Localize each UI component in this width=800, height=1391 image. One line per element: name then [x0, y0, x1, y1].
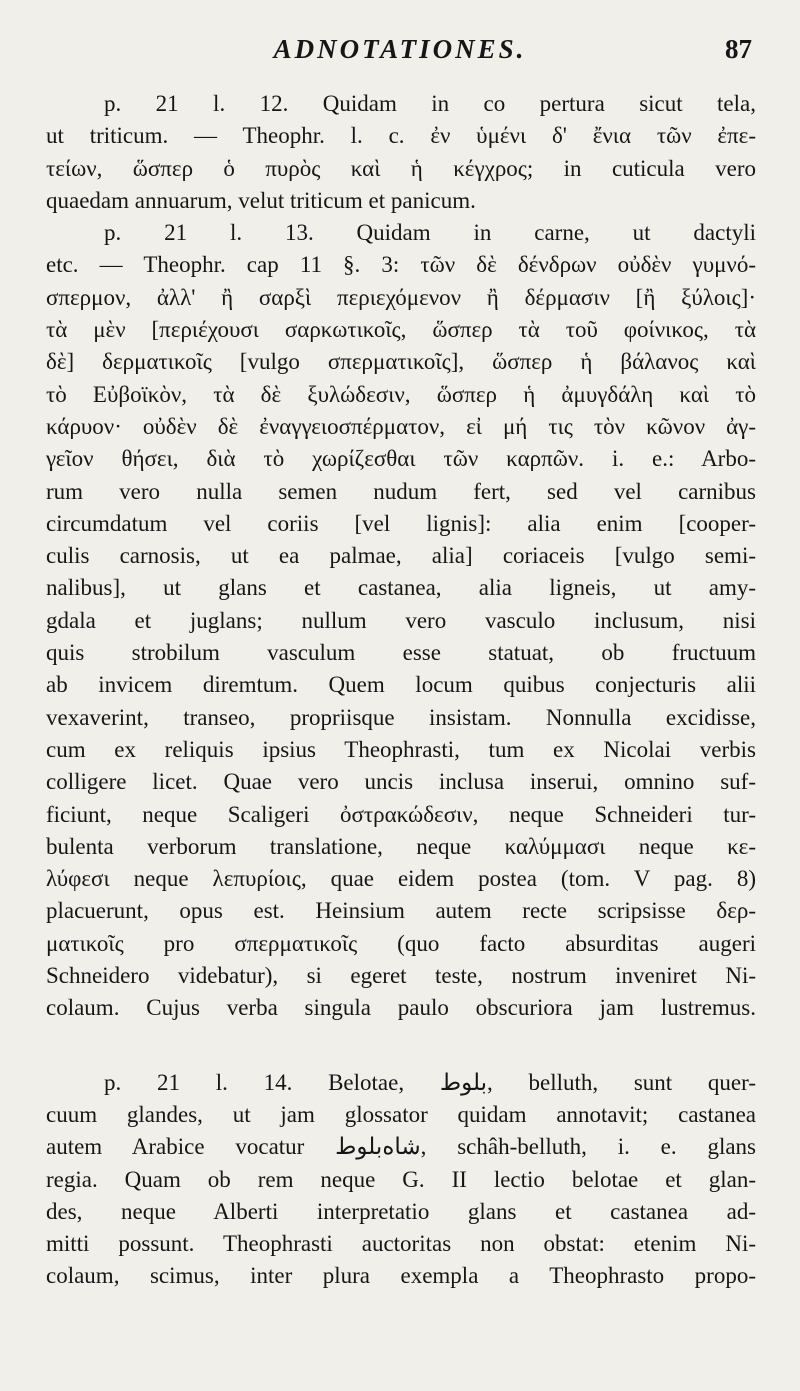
page-number: 87	[725, 34, 752, 64]
text-line: p. 21 l. 14. Belotae, بلوط, belluth, sunt quer-	[104, 1069, 756, 1095]
text-line: gdala et juglans; nullum vero vasculo inclusum, nisi	[46, 607, 756, 633]
text-line: autem Arabice vocatur شاه‌بلوط, schâh-belluth, i. e. glans	[46, 1134, 756, 1160]
text-line: colaum, scimus, inter plura exempla a Theophrasto propo-	[46, 1263, 756, 1289]
text-line: vexaverint, transeo, propriisque insistam. Nonnulla excidisse,	[46, 704, 756, 730]
text-line: τὰ μὲν [περιέχουσι σαρκωτικοῖς, ὥσπερ τὰ τοῦ φοίνικος, τὰ	[46, 317, 756, 343]
text-line: culis carnosis, ut ea palmae, alia] coriaceis [vulgo semi-	[46, 543, 756, 569]
text-line: τείων, ὥσπερ ὁ πυρὸς καὶ ἡ κέγχρος; in cuticula vero	[46, 155, 756, 181]
text-line: κάρυον· οὐδὲν δὲ ἐναγγειοσπέρματον, εἰ μή τις τὸν κῶνον ἀγ-	[46, 413, 756, 439]
text-line: ficiunt, neque Scaligeri ὀστρακώδεσιν, neque Schneideri tur-	[46, 801, 756, 827]
text-line: Schneidero videbatur), si egeret teste, nostrum inveniret Ni-	[46, 963, 756, 989]
text-line: quis strobilum vasculum esse statuat, ob fructuum	[46, 640, 756, 666]
text-line: p. 21 l. 12. Quidam in co pertura sicut tela,	[104, 91, 756, 116]
text-line: rum vero nulla semen nudum fert, sed vel carnibus	[46, 478, 756, 504]
text-line: circumdatum vel coriis [vel lignis]: alia enim [cooper-	[46, 510, 756, 536]
running-title: ADNOTATIONES.	[273, 34, 527, 64]
body-text	[46, 88, 756, 1293]
text-line: cuum glandes, ut jam glossator quidam annotavit; castanea	[46, 1101, 756, 1127]
text-line: placuerunt, opus est. Heinsium autem recte scripsisse δερ-	[46, 898, 756, 924]
page-header	[0, 34, 800, 74]
text-line: λύφεσι neque λεπυρίοις, quae eidem postea (tom. V pag. 8)	[46, 866, 756, 892]
text-line: γεῖον θήσει, διὰ τὸ χωρίζεσθαι τῶν καρπῶν. i. e.: Arbo-	[46, 446, 756, 472]
paragraph-gap	[46, 1025, 756, 1067]
text-line: mitti possunt. Theophrasti auctoritas non obstat: etenim Ni-	[46, 1231, 756, 1257]
text-line: nalibus], ut glans et castanea, alia ligneis, ut amy-	[46, 575, 756, 601]
text-line: p. 21 l. 13. Quidam in carne, ut dactyli	[104, 220, 756, 246]
text-line: cum ex reliquis ipsius Theophrasti, tum ex Nicolai verbis	[46, 736, 756, 762]
text-line: colaum. Cujus verba singula paulo obscuriora jam lustremus.	[46, 995, 756, 1021]
text-line: σπερμον, ἀλλ' ἢ σαρξὶ περιεχόμενον ἢ δέρμασιν [ἢ ξύλοις]·	[46, 284, 756, 310]
text-line: etc. — Theophr. cap 11 §. 3: τῶν δὲ δένδρων οὐδὲν γυμνό-	[46, 252, 756, 278]
text-line: ab invicem diremtum. Quem locum quibus conjecturis alii	[46, 672, 756, 698]
text-line: τὸ Εὐβοϊκὸν, τὰ δὲ ξυλώδεσιν, ὥσπερ ἡ ἀμυγδάλη καὶ τὸ	[46, 381, 756, 407]
text-line: bulenta verborum translatione, neque καλύμμασι neque κε-	[46, 833, 756, 859]
text-line: regia. Quam ob rem neque G. II lectio belotae et glan-	[46, 1166, 756, 1192]
text-line: des, neque Alberti interpretatio glans et castanea ad-	[46, 1198, 756, 1224]
text-line: colligere licet. Quae vero uncis inclusa inserui, omnino suf-	[46, 769, 756, 795]
text-line: ut triticum. — Theophr. l. c. ἐν ὑμένι δ' ἔνια τῶν ἐπε-	[46, 123, 756, 149]
text-line: ματικοῖς pro σπερματικοῖς (quo facto absurditas augeri	[46, 930, 756, 956]
text-line: quaedam annuarum, velut triticum et panicum.	[46, 187, 476, 213]
text-line: δὲ] δερματικοῖς [vulgo σπερματικοῖς], ὥσπερ ἡ βάλανος καὶ	[46, 349, 756, 375]
